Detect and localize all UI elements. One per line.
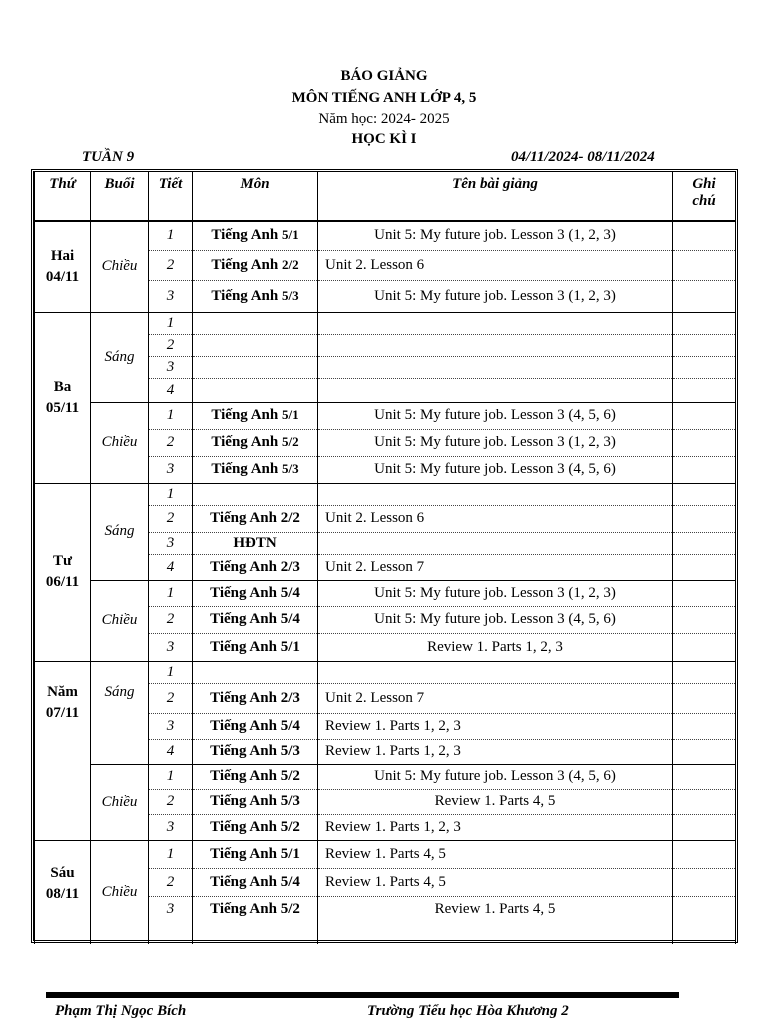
subject-cell: Tiếng Anh 5/3 <box>193 456 318 483</box>
note-cell <box>673 378 736 402</box>
note-cell <box>673 221 736 250</box>
period-cell: 2 <box>149 606 193 633</box>
note-cell <box>673 456 736 483</box>
lesson-cell: Unit 2. Lesson 7 <box>318 683 673 713</box>
table-row <box>35 402 736 429</box>
period-cell: 1 <box>149 580 193 606</box>
session-cell: Chiều <box>91 580 149 661</box>
session-cell: Chiều <box>91 221 149 312</box>
subject-cell <box>193 661 318 683</box>
lesson-cell: Unit 5: My future job. Lesson 3 (1, 2, 3) <box>318 580 673 606</box>
subject-cell: Tiếng Anh 2/3 <box>193 683 318 713</box>
period-cell: 1 <box>149 483 193 505</box>
lesson-cell: Unit 5: My future job. Lesson 3 (4, 5, 6) <box>318 456 673 483</box>
lesson-cell: Unit 2. Lesson 6 <box>318 505 673 532</box>
day-cell-wed: Tư 06/11 <box>35 483 91 661</box>
subject-cell: Tiếng Anh 2/3 <box>193 554 318 580</box>
note-cell <box>673 713 736 739</box>
col-header-day: Thứ <box>35 172 91 221</box>
period-cell: 3 <box>149 814 193 840</box>
note-cell <box>673 402 736 429</box>
lesson-cell <box>318 378 673 402</box>
note-cell <box>673 356 736 378</box>
note-cell <box>673 868 736 896</box>
period-cell: 3 <box>149 456 193 483</box>
doc-title: BÁO GIẢNG <box>340 68 428 84</box>
week-label: TUẦN 9 <box>82 149 135 165</box>
lesson-cell: Review 1. Parts 1, 2, 3 <box>318 814 673 840</box>
subject-cell: Tiếng Anh 5/3 <box>193 280 318 312</box>
period-cell: 2 <box>149 429 193 456</box>
subject-cell: Tiếng Anh 5/4 <box>193 580 318 606</box>
note-cell <box>673 606 736 633</box>
lesson-cell: Review 1. Parts 4, 5 <box>318 868 673 896</box>
note-cell <box>673 683 736 713</box>
col-header-lesson: Tên bài giảng <box>318 172 673 221</box>
period-cell: 3 <box>149 713 193 739</box>
school-year: Năm học: 2024- 2025 <box>318 111 450 127</box>
note-cell <box>673 483 736 505</box>
table-row <box>35 483 736 505</box>
table-row <box>35 661 736 683</box>
subject-cell <box>193 378 318 402</box>
lesson-cell: Review 1. Parts 4, 5 <box>318 896 673 944</box>
lesson-cell: Review 1. Parts 4, 5 <box>318 840 673 868</box>
lesson-cell: Unit 5: My future job. Lesson 3 (1, 2, 3) <box>318 221 673 250</box>
subject-cell: Tiếng Anh 5/2 <box>193 429 318 456</box>
lesson-cell <box>318 532 673 554</box>
session-cell: Sáng <box>91 483 149 580</box>
session-cell: Chiều <box>91 764 149 840</box>
note-cell <box>673 334 736 356</box>
col-header-note: Ghi chú <box>673 172 736 221</box>
subject-cell: Tiếng Anh 5/2 <box>193 896 318 944</box>
note-cell <box>673 633 736 661</box>
lesson-cell: Unit 5: My future job. Lesson 3 (1, 2, 3) <box>318 429 673 456</box>
subject-cell <box>193 312 318 334</box>
subject-cell <box>193 356 318 378</box>
day-cell-tue: Ba 05/11 <box>35 312 91 483</box>
period-cell: 4 <box>149 739 193 764</box>
lesson-cell: Unit 2. Lesson 7 <box>318 554 673 580</box>
lesson-cell: Unit 2. Lesson 6 <box>318 250 673 280</box>
subject-cell: Tiếng Anh 5/1 <box>193 633 318 661</box>
period-cell: 2 <box>149 683 193 713</box>
table-row <box>35 312 736 334</box>
lesson-cell <box>318 334 673 356</box>
col-header-subject: Môn <box>193 172 318 221</box>
period-cell: 2 <box>149 250 193 280</box>
day-cell-mon: Hai 04/11 <box>35 221 91 312</box>
note-cell <box>673 554 736 580</box>
lesson-cell: Unit 5: My future job. Lesson 3 (4, 5, 6) <box>318 606 673 633</box>
subject-cell: Tiếng Anh 5/3 <box>193 739 318 764</box>
date-range: 04/11/2024- 08/11/2024 <box>511 149 655 165</box>
note-cell <box>673 764 736 789</box>
subject-cell: Tiếng Anh 5/4 <box>193 868 318 896</box>
period-cell: 2 <box>149 868 193 896</box>
period-cell: 1 <box>149 312 193 334</box>
lesson-cell <box>318 661 673 683</box>
table-row <box>35 764 736 789</box>
note-cell <box>673 280 736 312</box>
subject-cell <box>193 483 318 505</box>
table-header-row <box>35 172 736 221</box>
lesson-cell: Review 1. Parts 1, 2, 3 <box>318 633 673 661</box>
schedule-table-frame <box>31 169 738 943</box>
period-cell: 3 <box>149 633 193 661</box>
lesson-cell: Review 1. Parts 1, 2, 3 <box>318 713 673 739</box>
session-cell: Sáng <box>91 312 149 402</box>
period-cell: 4 <box>149 378 193 402</box>
session-cell: Chiều <box>91 402 149 483</box>
period-cell: 2 <box>149 789 193 814</box>
lesson-cell <box>318 312 673 334</box>
subject-cell: HĐTN <box>193 532 318 554</box>
subject-cell: Tiếng Anh 5/2 <box>193 764 318 789</box>
period-cell: 3 <box>149 532 193 554</box>
col-header-period: Tiết <box>149 172 193 221</box>
table-row <box>35 840 736 868</box>
table-row <box>35 580 736 606</box>
note-cell <box>673 312 736 334</box>
table-row <box>35 221 736 250</box>
lesson-cell: Unit 5: My future job. Lesson 3 (4, 5, 6) <box>318 402 673 429</box>
period-cell: 1 <box>149 764 193 789</box>
period-cell: 1 <box>149 402 193 429</box>
note-cell <box>673 814 736 840</box>
subject-cell: Tiếng Anh 5/4 <box>193 713 318 739</box>
teacher-name: Phạm Thị Ngọc Bích <box>55 1003 187 1019</box>
lesson-cell: Review 1. Parts 1, 2, 3 <box>318 739 673 764</box>
note-cell <box>673 250 736 280</box>
session-cell: Chiều <box>91 840 149 944</box>
note-cell <box>673 532 736 554</box>
session-cell: Sáng <box>91 661 149 764</box>
period-cell: 3 <box>149 896 193 944</box>
note-cell <box>673 739 736 764</box>
note-cell <box>673 580 736 606</box>
note-cell <box>673 505 736 532</box>
doc-subject-line: MÔN TIẾNG ANH LỚP 4, 5 <box>291 90 477 106</box>
lesson-cell: Review 1. Parts 4, 5 <box>318 789 673 814</box>
period-cell: 1 <box>149 221 193 250</box>
day-cell-fri: Sáu 08/11 <box>35 840 91 944</box>
period-cell: 2 <box>149 505 193 532</box>
subject-cell: Tiếng Anh 5/1 <box>193 402 318 429</box>
footer-rule <box>46 992 679 998</box>
note-cell <box>673 429 736 456</box>
note-cell <box>673 896 736 944</box>
lesson-cell <box>318 356 673 378</box>
period-cell: 1 <box>149 840 193 868</box>
lesson-cell: Unit 5: My future job. Lesson 3 (1, 2, 3) <box>318 280 673 312</box>
lesson-cell: Unit 5: My future job. Lesson 3 (4, 5, 6) <box>318 764 673 789</box>
subject-cell <box>193 334 318 356</box>
lesson-cell <box>318 483 673 505</box>
period-cell: 2 <box>149 334 193 356</box>
period-cell: 4 <box>149 554 193 580</box>
day-cell-thu: Năm 07/11 <box>35 661 91 840</box>
period-cell: 1 <box>149 661 193 683</box>
schedule-table <box>34 172 736 944</box>
school-name: Trường Tiểu học Hòa Khương 2 <box>367 1003 569 1019</box>
subject-cell: Tiếng Anh 2/2 <box>193 250 318 280</box>
period-cell: 3 <box>149 356 193 378</box>
subject-cell: Tiếng Anh 5/2 <box>193 814 318 840</box>
col-header-session: Buổi <box>91 172 149 221</box>
subject-cell: Tiếng Anh 5/3 <box>193 789 318 814</box>
semester: HỌC KÌ I <box>351 131 417 147</box>
note-cell <box>673 840 736 868</box>
subject-cell: Tiếng Anh 5/1 <box>193 221 318 250</box>
period-cell: 3 <box>149 280 193 312</box>
note-cell <box>673 661 736 683</box>
subject-cell: Tiếng Anh 5/4 <box>193 606 318 633</box>
subject-cell: Tiếng Anh 5/1 <box>193 840 318 868</box>
note-cell <box>673 789 736 814</box>
subject-cell: Tiếng Anh 2/2 <box>193 505 318 532</box>
